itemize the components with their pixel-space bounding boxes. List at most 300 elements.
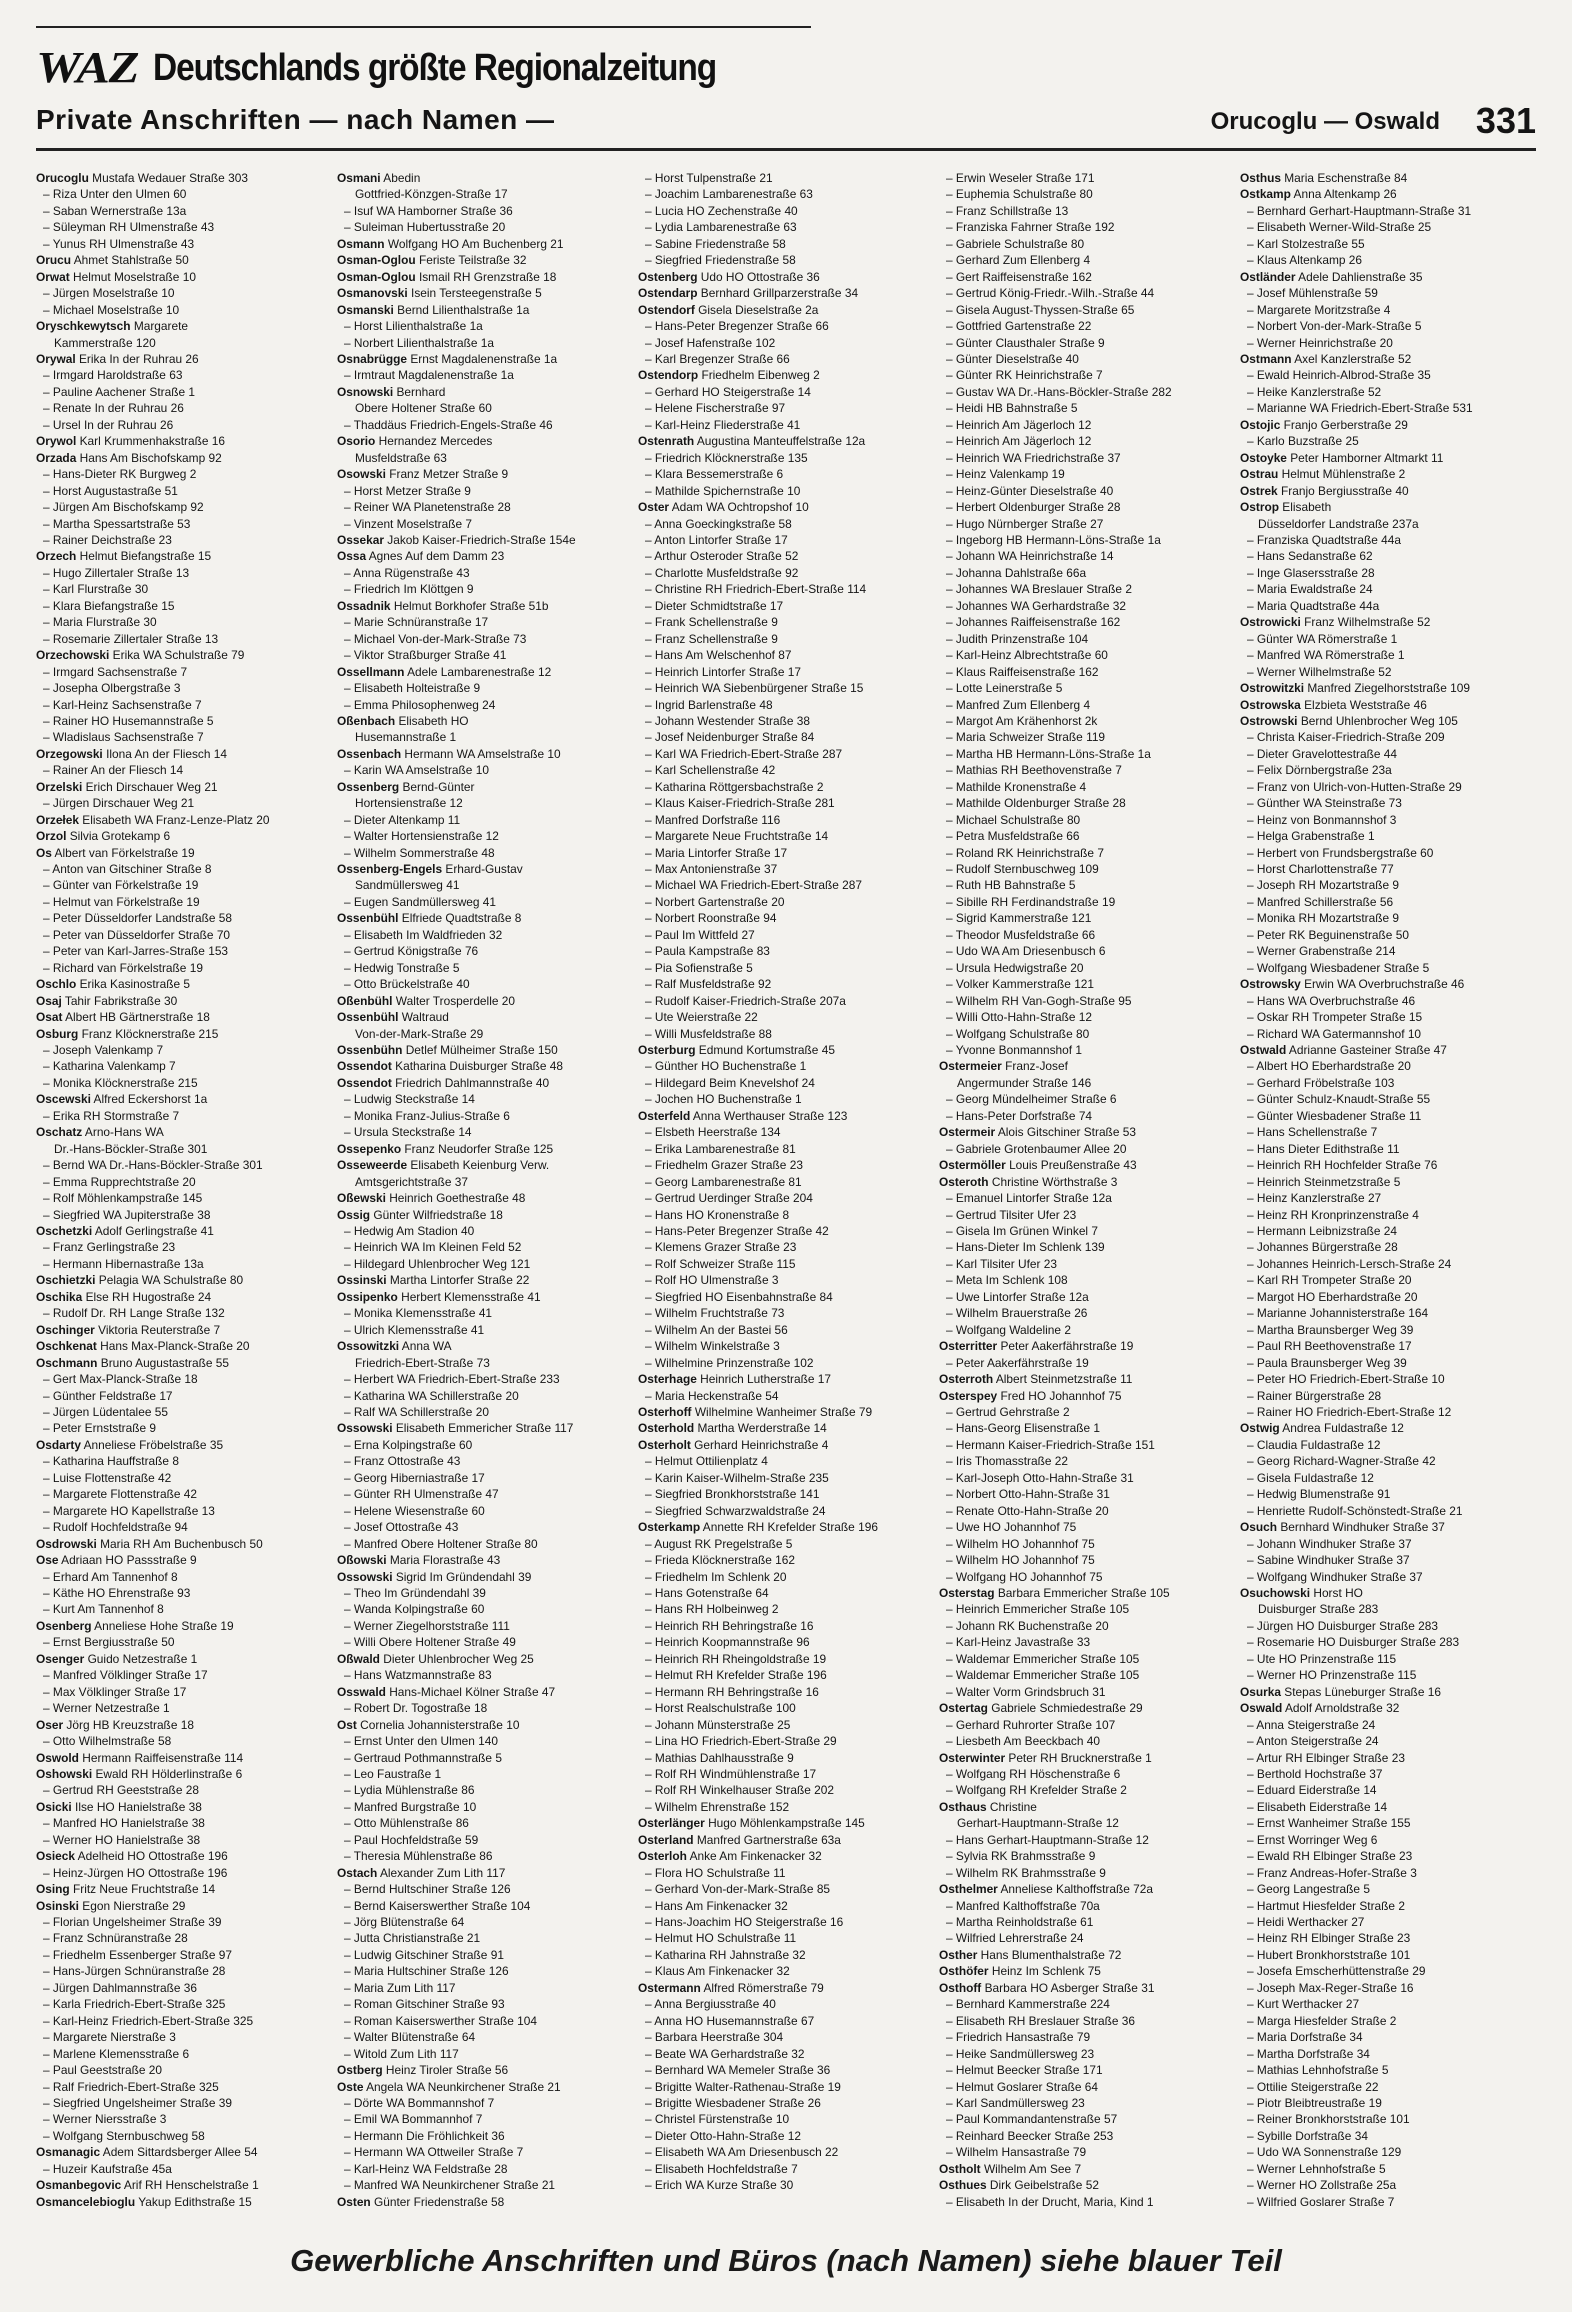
entry-text: – Hermann Leibnizstraße 24 bbox=[1247, 1224, 1398, 1238]
directory-entry bbox=[1240, 1239, 1540, 1255]
entry-text: Erika Kasinostraße 5 bbox=[79, 977, 190, 992]
entry-text: – Klaus Altenkamp 26 bbox=[1247, 253, 1363, 268]
directory-entry bbox=[939, 1996, 1239, 2012]
entry-text: – Manfred Dorfstraße 116 bbox=[645, 812, 781, 827]
entry-text: – Helga Grabenstraße 1 bbox=[1247, 829, 1375, 844]
entry-text: – Helmut Beecker Straße 171 bbox=[946, 2063, 1103, 2078]
directory-entry bbox=[939, 1486, 1239, 1502]
entry-text: – Dieter Schmidtstraße 17 bbox=[645, 598, 784, 613]
directory-entry bbox=[939, 614, 1239, 630]
entry-text: – Christa Kaiser-Friedrich-Straße 209 bbox=[1247, 730, 1445, 745]
surname: Orwat bbox=[36, 269, 70, 284]
entry-text: – Elisabeth In der Drucht, Maria, Kind 1 bbox=[946, 2194, 1154, 2209]
directory-entry bbox=[1240, 1289, 1540, 1305]
surname: Osthus bbox=[1240, 171, 1281, 185]
directory-entry bbox=[939, 1947, 1239, 1963]
entry-text: Helmut Borkhofer Straße 51b bbox=[393, 598, 549, 613]
directory-entry bbox=[36, 384, 336, 400]
entry-text: – Petra Musfeldstraße 66 bbox=[946, 829, 1080, 844]
directory-entry bbox=[36, 779, 336, 795]
directory-entry bbox=[337, 1305, 637, 1321]
surname: Osuchowski bbox=[1240, 1585, 1311, 1600]
directory-entry bbox=[36, 1700, 336, 1716]
entry-text: – Saban Wernerstraße 13a bbox=[43, 203, 187, 218]
entry-text: – Heinz RH Elbinger Straße 23 bbox=[1247, 1931, 1411, 1946]
directory-entry bbox=[638, 1207, 938, 1223]
entry-text: – Norbert Roonstraße 94 bbox=[645, 911, 777, 926]
entry-text: – Hans-Peter Bregenzer Straße 66 bbox=[645, 319, 829, 334]
entry-text: – Heinz Kanzlerstraße 27 bbox=[1247, 1191, 1382, 1206]
directory-entry bbox=[638, 1996, 938, 2012]
entry-text: – Hans Am Finkenacker 32 bbox=[645, 1898, 788, 1913]
directory-entry bbox=[36, 598, 336, 614]
directory-entry bbox=[939, 548, 1239, 564]
directory-entry bbox=[36, 1453, 336, 1469]
entry-text: – Bernhard Kammerstraße 224 bbox=[946, 1997, 1110, 2012]
directory-entry bbox=[939, 2046, 1239, 2062]
directory-entry bbox=[36, 664, 336, 680]
entry-text: Jörg HB Kreuzstraße 18 bbox=[66, 1717, 194, 1732]
surname: Osthues bbox=[939, 2178, 987, 2193]
directory-entry bbox=[337, 1470, 637, 1486]
directory-entry bbox=[337, 1420, 637, 1436]
entry-text: – Lucia HO Zechenstraße 40 bbox=[645, 203, 798, 218]
entry-text: Heinz Im Schlenk 75 bbox=[991, 1964, 1101, 1979]
entry-text: Hans Am Bischofskamp 92 bbox=[79, 450, 222, 465]
entry-text: – Maria Zum Lith 117 bbox=[344, 1980, 456, 1995]
directory-entry bbox=[36, 680, 336, 696]
surname: Oser bbox=[36, 1717, 64, 1732]
entry-text: – Heinrich WA Im Kleinen Feld 52 bbox=[344, 1240, 522, 1255]
entry-text: Ernst Magdalenenstraße 1a bbox=[410, 351, 558, 366]
directory-entry bbox=[638, 186, 938, 202]
entry-text: – Sibille RH Ferdinandstraße 19 bbox=[946, 894, 1116, 909]
entry-text: – Manfred Zum Ellenberg 4 bbox=[946, 697, 1091, 712]
directory-entry bbox=[939, 1075, 1239, 1091]
entry-text: Anna Altenkamp 26 bbox=[1293, 187, 1397, 202]
surname: Osaj bbox=[36, 993, 62, 1008]
directory-entry bbox=[36, 1914, 336, 1930]
directory-entry bbox=[939, 1651, 1239, 1667]
directory-entry bbox=[337, 252, 637, 268]
directory-entry bbox=[638, 1651, 938, 1667]
entry-text: – Maria Flurstraße 30 bbox=[43, 615, 157, 630]
directory-entry bbox=[337, 614, 637, 630]
directory-entry bbox=[1240, 1618, 1540, 1634]
entry-text: – Günther WA Steinstraße 73 bbox=[1247, 796, 1402, 811]
entry-text: Peter Hamborner Altmarkt 11 bbox=[1290, 450, 1444, 465]
directory-entry bbox=[638, 1881, 938, 1897]
surname: Oschetzki bbox=[36, 1224, 93, 1238]
directory-entry bbox=[36, 367, 336, 383]
directory-entry bbox=[1240, 367, 1540, 383]
entry-text: – Karl Bregenzer Straße 66 bbox=[645, 351, 790, 366]
directory-entry bbox=[36, 318, 336, 334]
entry-text: – Martha Dorfstraße 34 bbox=[1247, 2046, 1370, 2061]
entry-text: Adolf Arnoldstraße 32 bbox=[1284, 1701, 1400, 1716]
surname: Osman-Oglou bbox=[337, 269, 416, 284]
directory-entry bbox=[939, 1388, 1239, 1404]
entry-text: – Horst Realschulstraße 100 bbox=[645, 1701, 796, 1716]
entry-text: – Hans Gerhart-Hauptmann-Straße 12 bbox=[946, 1832, 1149, 1847]
surname: Ost bbox=[337, 1717, 357, 1732]
entry-text: Martha Lintorfer Straße 22 bbox=[389, 1273, 530, 1288]
entry-text: – Gustav WA Dr.-Hans-Böckler-Straße 282 bbox=[946, 384, 1172, 399]
directory-entry bbox=[638, 664, 938, 680]
entry-text: – Martha Braunsberger Weg 39 bbox=[1247, 1322, 1414, 1337]
directory-entry bbox=[337, 1075, 637, 1091]
entry-text: – Werner HO Prinzenstraße 115 bbox=[1247, 1668, 1417, 1683]
directory-entry bbox=[638, 598, 938, 614]
entry-text: – Ernst Unter den Ulmen 140 bbox=[344, 1734, 498, 1749]
entry-text: – Wilhelm Ehrenstraße 152 bbox=[645, 1799, 790, 1814]
entry-text: – Josef Hafenstraße 102 bbox=[645, 335, 776, 350]
entry-text: – Emil WA Bommannhof 7 bbox=[344, 2112, 483, 2127]
directory-entry bbox=[1240, 400, 1540, 416]
directory-column-1 bbox=[36, 170, 336, 2230]
directory-entry bbox=[337, 2062, 637, 2078]
directory-entry bbox=[1240, 762, 1540, 778]
entry-text: Maria RH Am Buchenbusch 50 bbox=[100, 1536, 263, 1551]
directory-entry bbox=[939, 1239, 1239, 1255]
directory-entry bbox=[36, 1388, 336, 1404]
entry-text: – Udo WA Am Driesenbusch 6 bbox=[946, 944, 1106, 959]
entry-text: Guido Netzestraße 1 bbox=[87, 1651, 198, 1666]
entry-text: – Anna Rügenstraße 43 bbox=[344, 565, 470, 580]
entry-text: – Bernd WA Dr.-Hans-Böckler-Straße 301 bbox=[43, 1158, 263, 1173]
surname: Ostrowsky bbox=[1240, 977, 1301, 992]
surname: Ossowski bbox=[337, 1421, 393, 1436]
entry-text: Günter Friedenstraße 58 bbox=[374, 2194, 505, 2209]
directory-entry bbox=[36, 927, 336, 943]
entry-text: Yakup Edithstraße 15 bbox=[138, 2194, 252, 2209]
directory-entry bbox=[939, 631, 1239, 647]
entry-text: – Flora HO Schulstraße 11 bbox=[645, 1865, 786, 1880]
directory-entry bbox=[36, 1996, 336, 2012]
entry-text: – Heinz RH Kronprinzenstraße 4 bbox=[1247, 1207, 1419, 1222]
surname: Ostenberg bbox=[638, 269, 698, 284]
directory-entry bbox=[939, 516, 1239, 532]
directory-entry bbox=[337, 1898, 637, 1914]
directory-entry bbox=[36, 499, 336, 515]
entry-text: – Maria Heckenstraße 54 bbox=[645, 1388, 779, 1403]
directory-entry bbox=[939, 1272, 1239, 1288]
surname: Ostach bbox=[337, 1865, 378, 1880]
directory-entry bbox=[337, 1634, 637, 1650]
entry-text: – Ralf Friedrich-Ebert-Straße 325 bbox=[43, 2079, 219, 2094]
entry-text: – Günter van Förkelstraße 19 bbox=[43, 878, 199, 893]
surname: Oswold bbox=[36, 1750, 79, 1765]
entry-text: – Horst Metzer Straße 9 bbox=[344, 483, 471, 498]
directory-entry bbox=[1240, 1437, 1540, 1453]
entry-text: – Margot HO Eberhardstraße 20 bbox=[1247, 1289, 1418, 1304]
surname: Orucu bbox=[36, 253, 72, 268]
entry-text: – Paul RH Beethovenstraße 17 bbox=[1247, 1339, 1412, 1354]
directory-entry bbox=[939, 236, 1239, 252]
entry-text: Franz Neudorfer Straße 125 bbox=[404, 1141, 554, 1156]
entry-text: – Manfred Völklinger Straße 17 bbox=[43, 1668, 208, 1683]
directory-entry bbox=[638, 2095, 938, 2111]
directory-entry bbox=[939, 1437, 1239, 1453]
surname: Oschatz bbox=[36, 1125, 83, 1140]
surname: Oßenbach bbox=[337, 713, 396, 728]
directory-entry bbox=[1240, 236, 1540, 252]
directory-entry bbox=[939, 697, 1239, 713]
entry-text: – Heike Kanzlerstraße 52 bbox=[1247, 384, 1382, 399]
directory-entry bbox=[638, 1634, 938, 1650]
entry-text: – Max Völklinger Straße 17 bbox=[43, 1684, 187, 1699]
surname: Osmanski bbox=[337, 302, 394, 317]
directory-entry bbox=[939, 1750, 1239, 1766]
entry-text: – Ursel In der Ruhrau 26 bbox=[43, 417, 174, 432]
entry-text: – Manfred WA Römerstraße 1 bbox=[1247, 648, 1405, 663]
directory-entry bbox=[36, 1355, 336, 1371]
directory-entry bbox=[939, 483, 1239, 499]
directory-entry bbox=[939, 812, 1239, 828]
surname: Ossellmann bbox=[337, 664, 405, 679]
directory-entry bbox=[939, 318, 1239, 334]
directory-entry bbox=[1240, 1453, 1540, 1469]
entry-text: – Witold Zum Lith 117 bbox=[344, 2046, 459, 2061]
entry-text: – Ute HO Prinzenstraße 115 bbox=[1247, 1651, 1397, 1666]
directory-entry bbox=[638, 1239, 938, 1255]
entry-text: Manfred Ziegelhorststraße 109 bbox=[1307, 681, 1470, 696]
directory-entry bbox=[638, 960, 938, 976]
entry-text: – Elisabeth RH Breslauer Straße 36 bbox=[946, 2013, 1136, 2028]
directory-entry bbox=[1240, 335, 1540, 351]
surname: Ostendarp bbox=[638, 286, 698, 301]
directory-entry bbox=[638, 1338, 938, 1354]
entry-text: – Karl-Heinz Javastraße 33 bbox=[946, 1635, 1091, 1650]
entry-text: – Rosemarie Zillertaler Straße 13 bbox=[43, 631, 219, 646]
directory-entry bbox=[638, 203, 938, 219]
directory-entry bbox=[638, 1980, 938, 1996]
directory-entry bbox=[337, 877, 637, 893]
directory-entry bbox=[939, 252, 1239, 268]
surname: Oschlo bbox=[36, 977, 77, 992]
entry-text: – Albert HO Eberhardstraße 20 bbox=[1247, 1059, 1411, 1074]
entry-text: – Johannes Bürgerstraße 28 bbox=[1247, 1240, 1398, 1255]
entry-text: – Max Antonienstraße 37 bbox=[645, 862, 778, 877]
entry-text: – Karl Schellenstraße 42 bbox=[645, 763, 776, 778]
entry-text: – Maria Ewaldstraße 24 bbox=[1247, 582, 1373, 597]
directory-entry bbox=[1240, 2144, 1540, 2160]
directory-entry bbox=[939, 1124, 1239, 1140]
surname: Ostwig bbox=[1240, 1421, 1280, 1436]
directory-entry bbox=[337, 779, 637, 795]
entry-text: – Rudolf Sternbuschweg 109 bbox=[946, 862, 1099, 877]
directory-entry bbox=[638, 2128, 938, 2144]
directory-entry bbox=[1240, 1815, 1540, 1831]
entry-text: – Hans WA Overbruchstraße 46 bbox=[1247, 993, 1416, 1008]
entry-text: – Dieter Otto-Hahn-Straße 12 bbox=[645, 2128, 801, 2143]
entry-text: Fritz Neue Fruchtstraße 14 bbox=[73, 1882, 216, 1897]
surname: Osswald bbox=[337, 1684, 386, 1699]
entry-text: Bernhard Windhuker Straße 37 bbox=[1280, 1520, 1445, 1535]
surname: Oschmann bbox=[36, 1355, 98, 1370]
surname: Ostrau bbox=[1240, 467, 1279, 482]
entry-text: – Siegfried Bronkhorststraße 141 bbox=[645, 1487, 820, 1502]
entry-text: – Willi Obere Holtener Straße 49 bbox=[344, 1635, 516, 1650]
entry-text: – Günter Clausthaler Straße 9 bbox=[946, 335, 1105, 350]
surname: Osmanbegovic bbox=[36, 2178, 122, 2193]
directory-entry bbox=[939, 1536, 1239, 1552]
entry-text: – Hartmut Hiesfelder Straße 2 bbox=[1247, 1898, 1405, 1913]
directory-entry bbox=[36, 581, 336, 597]
directory-entry bbox=[36, 2079, 336, 2095]
directory-entry bbox=[337, 1684, 637, 1700]
directory-entry bbox=[36, 1848, 336, 1864]
entry-text: Friedrich Dahlmannstraße 40 bbox=[395, 1075, 550, 1090]
entry-text: Hermann Raiffeisenstraße 114 bbox=[82, 1750, 244, 1765]
directory-entry bbox=[638, 1865, 938, 1881]
entry-text: – Monika Franz-Julius-Straße 6 bbox=[344, 1108, 510, 1123]
entry-text: – Wolfgang Schulstraße 80 bbox=[946, 1026, 1090, 1041]
entry-text: – Friedhelm Grazer Straße 23 bbox=[645, 1158, 803, 1173]
directory-entry bbox=[939, 779, 1239, 795]
directory-entry bbox=[939, 993, 1239, 1009]
entry-text: Horst HO bbox=[1313, 1585, 1363, 1600]
entry-text: – Lydia Mühlenstraße 86 bbox=[344, 1783, 475, 1798]
directory-entry bbox=[638, 1453, 938, 1469]
entry-text: – Martha Reinholdstraße 61 bbox=[946, 1915, 1094, 1930]
directory-entry bbox=[337, 516, 637, 532]
entry-text: – Karl-Heinz Fliederstraße 41 bbox=[645, 417, 801, 432]
directory-entry bbox=[939, 1618, 1239, 1634]
entry-text: – Paul Geeststraße 20 bbox=[43, 2063, 162, 2078]
directory-entry bbox=[939, 1338, 1239, 1354]
directory-entry bbox=[1240, 516, 1540, 532]
directory-entry bbox=[939, 186, 1239, 202]
entry-text: – Margarete Nierstraße 3 bbox=[43, 2030, 176, 2045]
directory-entry bbox=[337, 2128, 637, 2144]
directory-entry bbox=[36, 186, 336, 202]
entry-text: – Katharina Valenkamp 7 bbox=[43, 1059, 176, 1074]
surname: Osat bbox=[36, 1010, 63, 1025]
entry-text: – Hugo Nürnberger Straße 27 bbox=[946, 516, 1104, 531]
directory-entry bbox=[36, 1157, 336, 1173]
directory-entry bbox=[36, 1026, 336, 1042]
directory-entry bbox=[939, 1355, 1239, 1371]
directory-entry bbox=[36, 285, 336, 301]
entry-text: – Heinrich RH Behringstraße 16 bbox=[645, 1618, 814, 1633]
entry-text: – Roman Kaiserswerther Straße 104 bbox=[344, 2013, 537, 2028]
directory-entry bbox=[36, 1618, 336, 1634]
directory-entry bbox=[939, 400, 1239, 416]
directory-entry bbox=[638, 976, 938, 992]
directory-entry bbox=[638, 351, 938, 367]
directory-entry bbox=[638, 1026, 938, 1042]
directory-entry bbox=[36, 1519, 336, 1535]
entry-text: Duisburger Straße 283 bbox=[1258, 1602, 1379, 1617]
directory-entry bbox=[638, 417, 938, 433]
directory-entry bbox=[638, 1157, 938, 1173]
newspaper-logo: WAZ bbox=[36, 43, 139, 92]
directory-entry bbox=[939, 2128, 1239, 2144]
surname: Oschietzki bbox=[36, 1273, 96, 1288]
directory-entry bbox=[1240, 2029, 1540, 2045]
surname: Osieck bbox=[36, 1849, 76, 1864]
surname: Ostrowski bbox=[1240, 713, 1298, 728]
directory-entry bbox=[36, 565, 336, 581]
entry-text: – Paul Im Wittfeld 27 bbox=[645, 927, 755, 942]
entry-text: – Hermann Kaiser-Friedrich-Straße 151 bbox=[946, 1437, 1155, 1452]
entry-text: – Georg Richard-Wagner-Straße 42 bbox=[1247, 1454, 1436, 1469]
entry-text: Katharina Duisburger Straße 48 bbox=[395, 1059, 564, 1074]
entry-text: Detlef Mülheimer Straße 150 bbox=[405, 1043, 558, 1058]
entry-text: Hans Max-Planck-Straße 20 bbox=[100, 1339, 250, 1354]
entry-text: – Hans-Peter Bregenzer Straße 42 bbox=[645, 1224, 829, 1238]
entry-text: – Mathias Lehnhofstraße 5 bbox=[1247, 2063, 1389, 2078]
page-number: 331 bbox=[1475, 100, 1536, 141]
entry-text: – Günter RH Ulmenstraße 47 bbox=[344, 1487, 499, 1502]
directory-entry bbox=[36, 2046, 336, 2062]
surname: Osterloh bbox=[638, 1849, 687, 1864]
surname: Ostrop bbox=[1240, 500, 1279, 515]
directory-entry bbox=[36, 795, 336, 811]
directory-entry bbox=[939, 1404, 1239, 1420]
page-header bbox=[36, 100, 1536, 144]
directory-entry bbox=[1240, 2111, 1540, 2127]
directory-entry bbox=[337, 170, 637, 186]
directory-entry bbox=[36, 236, 336, 252]
entry-text: – Wilhelm An der Bastei 56 bbox=[645, 1322, 788, 1337]
entry-text: Erika In der Ruhrau 26 bbox=[78, 351, 199, 366]
entry-text: Else RH Hugostraße 24 bbox=[85, 1289, 212, 1304]
directory-entry bbox=[1240, 1717, 1540, 1733]
entry-text: – Waldemar Emmericher Straße 105 bbox=[946, 1651, 1140, 1666]
directory-entry bbox=[638, 1486, 938, 1502]
directory-entry bbox=[939, 1223, 1239, 1239]
entry-text: – Monika RH Mozartstraße 9 bbox=[1247, 911, 1399, 926]
surname: Os bbox=[36, 845, 52, 860]
directory-entry bbox=[638, 1832, 938, 1848]
directory-entry bbox=[337, 746, 637, 762]
entry-text: – Wilhelm RH Van-Gogh-Straße 95 bbox=[946, 993, 1132, 1008]
entry-text: – Anna HO Husemannstraße 67 bbox=[645, 2013, 815, 2028]
directory-entry bbox=[337, 2111, 637, 2127]
directory-entry bbox=[1240, 466, 1540, 482]
entry-text: – Judith Prinzenstraße 104 bbox=[946, 631, 1089, 646]
entry-text: – Felix Dörnbergstraße 23a bbox=[1247, 763, 1392, 778]
entry-text: – Jürgen Dirschauer Weg 21 bbox=[43, 796, 195, 811]
directory-entry bbox=[337, 927, 637, 943]
entry-text: – Ernst Worringer Weg 6 bbox=[1247, 1832, 1378, 1847]
entry-text: – Josef Neidenburger Straße 84 bbox=[645, 730, 815, 745]
directory-entry bbox=[36, 993, 336, 1009]
entry-text: – Manfred HO Hanielstraße 38 bbox=[43, 1816, 205, 1831]
directory-entry bbox=[36, 548, 336, 564]
entry-text: – Siegfried WA Jupiterstraße 38 bbox=[43, 1207, 211, 1222]
entry-text: – Karl-Heinz Sachsenstraße 7 bbox=[43, 697, 202, 712]
entry-text: – Elisabeth WA Am Driesenbusch 22 bbox=[645, 2145, 839, 2160]
surname: Osterhoff bbox=[638, 1404, 692, 1419]
directory-entry bbox=[337, 795, 637, 811]
directory-entry bbox=[638, 1108, 938, 1124]
entry-text: – Gertrud König-Friedr.-Wilh.-Straße 44 bbox=[946, 286, 1155, 301]
entry-text: – Ludwig Steckstraße 14 bbox=[344, 1092, 475, 1107]
directory-entry bbox=[36, 1536, 336, 1552]
directory-entry bbox=[939, 647, 1239, 663]
entry-text: – Hedwig Tonstraße 5 bbox=[344, 960, 460, 975]
directory-entry bbox=[939, 1782, 1239, 1798]
entry-text: Barbara HO Asberger Straße 31 bbox=[984, 1980, 1155, 1995]
directory-entry bbox=[638, 1552, 938, 1568]
directory-entry bbox=[939, 680, 1239, 696]
directory-entry bbox=[638, 1536, 938, 1552]
directory-entry bbox=[1240, 1256, 1540, 1272]
entry-text: – Mathilde Oldenburger Straße 28 bbox=[946, 796, 1126, 811]
